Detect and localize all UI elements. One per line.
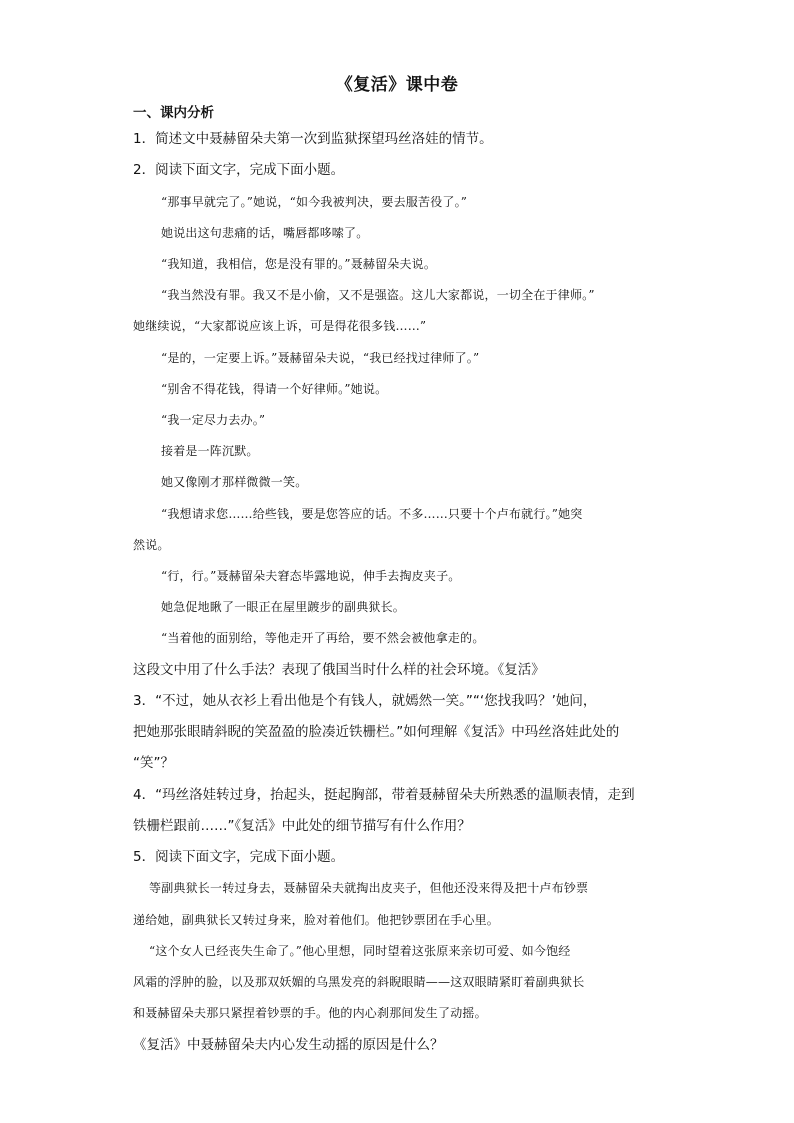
passage2-line: 风霜的浮肿的脸，以及那双妖媚的乌黑发亮的斜睨眼睛——这双眼睛紧盯着副典狱长 bbox=[133, 975, 585, 989]
passage1-line: “是的，一定要上诉。”聂赫留朵夫说，“我已经找过律师了。” bbox=[161, 351, 480, 365]
passage1-line: “别舍不得花钱，得请一个好律师。”她说。 bbox=[161, 382, 388, 396]
question-3: “笑”？ bbox=[133, 755, 174, 771]
passage2-line: 和聂赫留朵夫那只紧捏着钞票的手。他的内心刹那间发生了动摇。 bbox=[133, 1006, 487, 1020]
passage2-line: “这个女人已经丧失生命了。”他心里想，同时望着这张原来亲切可爱、如今饱经 bbox=[149, 944, 571, 958]
question-4: 铁栅栏跟前……”《复活》中此处的细节描写有什么作用？ bbox=[133, 818, 471, 834]
passage1-line: “我想请求您……给些钱，要是您答应的话。不多……只要十个卢布就行。”她突 bbox=[161, 507, 583, 521]
passage1-line: 然说。 bbox=[133, 538, 170, 552]
passage1-line: “我一定尽力去办。” bbox=[161, 413, 266, 427]
question-5: 5．阅读下面文字，完成下面小题。 bbox=[133, 849, 345, 865]
passage2-line: 递给她，副典狱长又转过身来，脸对着他们。他把钞票团在手心里。 bbox=[133, 913, 500, 927]
passage1-line: 接着是一阵沉默。 bbox=[161, 444, 259, 458]
question-4: 4．“玛丝洛娃转过身，抬起头，挺起胸部，带着聂赫留朵夫所熟悉的温顺表情，走到 bbox=[133, 787, 635, 803]
passage1-line: “我知道，我相信，您是没有罪的。”聂赫留朵夫说。 bbox=[161, 257, 437, 271]
passage1-line: “当着他的面别给，等他走开了再给，要不然会被他拿走的。 bbox=[161, 631, 485, 645]
passage1-line: 她说出这句悲痛的话，嘴唇都哆嗦了。 bbox=[161, 226, 369, 240]
passage1-line: “那事早就完了。”她说，“如今我被判决，要去服苦役了。” bbox=[161, 195, 468, 209]
passage1-line: 她急促地瞅了一眼正在屋里踱步的副典狱长。 bbox=[161, 600, 406, 614]
question-2: 2．阅读下面文字，完成下面小题。 bbox=[133, 162, 345, 178]
passage2-line: 等副典狱长一转过身去，聂赫留朵夫就掏出皮夹子，但他还没来得及把十卢布钞票 bbox=[149, 881, 589, 895]
passage1-line: “我当然没有罪。我又不是小偷，又不是强盗。这儿大家都说，一切全在于律师。” bbox=[161, 288, 595, 302]
question-3: 3．“不过，她从衣衫上看出他是个有钱人，就嫣然一笑。”“‘您找我吗？’她问， bbox=[133, 693, 597, 709]
passage1-line: 她又像刚才那样微微一笑。 bbox=[161, 475, 308, 489]
question-3: 把她那张眼睛斜睨的笑盈盈的脸凑近铁栅栏。”如何理解《复活》中玛丝洛娃此处的 bbox=[133, 724, 620, 740]
passage1-line: 她继续说，“大家都说应该上诉，可是得花很多钱……” bbox=[133, 319, 427, 333]
question-1: 1．简述文中聂赫留朵夫第一次到监狱探望玛丝洛娃的情节。 bbox=[133, 131, 493, 147]
section-heading: 一、课内分析 bbox=[133, 105, 214, 121]
question-2-prompt: 这段文中用了什么手法？表现了俄国当时什么样的社会环境。《复活》 bbox=[133, 662, 545, 678]
page-title: 《复活》课中卷 bbox=[335, 75, 459, 95]
passage1-line: “行，行。”聂赫留朵夫窘态毕露地说，伸手去掏皮夹子。 bbox=[161, 569, 461, 583]
question-5-prompt: 《复活》中聂赫留朵夫内心发生动摇的原因是什么？ bbox=[133, 1037, 444, 1053]
